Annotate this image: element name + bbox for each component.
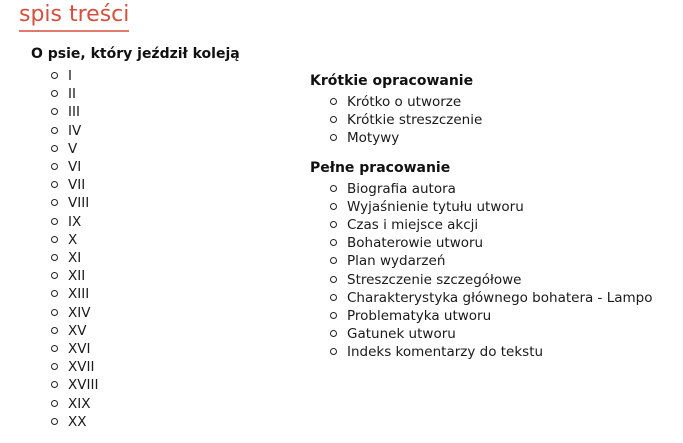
chapter-item[interactable]: [51, 67, 240, 85]
chapter-item[interactable]: [51, 395, 240, 413]
bullet-icon: [51, 90, 58, 97]
bullet-icon: [330, 185, 337, 192]
chapter-item[interactable]: [51, 304, 240, 322]
short-study-item[interactable]: [330, 111, 653, 129]
full-study-link[interactable]: Biografia autora: [347, 180, 456, 197]
chapter-link[interactable]: I: [68, 68, 72, 84]
full-study-item[interactable]: [330, 343, 653, 361]
bullet-icon: [330, 239, 337, 246]
full-study-link[interactable]: Czas i miejsce akcji: [347, 217, 479, 234]
full-study-link[interactable]: Wyjaśnienie tytułu utworu: [347, 198, 524, 215]
chapter-link[interactable]: VI: [68, 159, 82, 176]
full-study-link[interactable]: Plan wydarzeń: [347, 253, 446, 270]
chapter-item[interactable]: [51, 103, 240, 121]
chapter-link[interactable]: IX: [68, 213, 82, 230]
bullet-icon: [330, 348, 337, 355]
full-study-item[interactable]: [330, 252, 653, 270]
bullet-icon: [330, 330, 337, 337]
chapter-link[interactable]: XIX: [68, 395, 91, 412]
chapters-column: [31, 45, 240, 431]
bullet-icon: [51, 163, 58, 170]
bullet-icon: [51, 108, 58, 115]
bullet-icon: [51, 381, 58, 388]
chapter-item[interactable]: [51, 231, 240, 249]
bullet-icon: [51, 327, 58, 334]
short-study-link[interactable]: Krótkie streszczenie: [347, 112, 483, 129]
chapter-link[interactable]: XII: [68, 268, 86, 285]
chapter-item[interactable]: [51, 85, 240, 103]
bullet-icon: [51, 272, 58, 279]
full-study-link[interactable]: Charakterystyka głównego bohatera - Lampo: [347, 289, 653, 306]
full-study-title: Pełne pracowanie: [310, 159, 451, 176]
full-study-link[interactable]: Indeks komentarzy do tekstu: [347, 344, 544, 361]
bullet-icon: [51, 199, 58, 206]
full-study-link[interactable]: Gatunek utworu: [347, 326, 456, 343]
bullet-icon: [330, 134, 337, 141]
chapter-item[interactable]: [51, 194, 240, 212]
short-study-title: Krótkie opracowanie: [310, 73, 474, 89]
chapter-list: [51, 67, 240, 431]
bullet-icon: [51, 309, 58, 316]
bullet-icon: [330, 294, 337, 301]
chapter-item[interactable]: [51, 358, 240, 376]
chapter-item[interactable]: [51, 340, 240, 358]
full-study-link[interactable]: Problematyka utworu: [347, 308, 492, 325]
bullet-icon: [51, 145, 58, 152]
full-study-item[interactable]: [330, 216, 653, 234]
chapter-item[interactable]: [51, 322, 240, 340]
bullet-icon: [330, 116, 337, 123]
bullet-icon: [330, 203, 337, 210]
chapter-link[interactable]: X: [68, 231, 78, 248]
chapter-item[interactable]: [51, 413, 240, 431]
short-study-link[interactable]: Motywy: [347, 130, 400, 147]
bullet-icon: [51, 290, 58, 297]
chapter-link[interactable]: XIV: [68, 304, 91, 321]
bullet-icon: [51, 181, 58, 188]
short-study-list: [330, 93, 653, 148]
bullet-icon: [51, 345, 58, 352]
toc-heading: spis treści: [19, 2, 129, 32]
full-study-item[interactable]: [330, 198, 653, 216]
chapter-item[interactable]: [51, 213, 240, 231]
full-study-section: [310, 159, 653, 362]
chapter-link[interactable]: XVIII: [68, 377, 99, 394]
chapter-item[interactable]: [51, 176, 240, 194]
short-study-item[interactable]: [330, 93, 653, 111]
bullet-icon: [330, 312, 337, 319]
bullet-icon: [51, 72, 58, 79]
bullet-icon: [330, 98, 337, 105]
bullet-icon: [51, 400, 58, 407]
chapter-link[interactable]: V: [68, 140, 78, 157]
bullet-icon: [51, 218, 58, 225]
chapter-item[interactable]: [51, 267, 240, 285]
bullet-icon: [330, 257, 337, 264]
bullet-icon: [51, 127, 58, 134]
full-study-item[interactable]: [330, 271, 653, 289]
chapter-item[interactable]: [51, 285, 240, 303]
chapter-link[interactable]: XIII: [68, 286, 90, 303]
chapter-link[interactable]: XV: [68, 322, 87, 339]
chapter-link[interactable]: VIII: [68, 195, 90, 212]
short-study-link[interactable]: Krótko o utworze: [347, 94, 462, 110]
bullet-icon: [330, 276, 337, 283]
chapter-link[interactable]: XX: [68, 413, 87, 430]
chapter-link[interactable]: XVI: [68, 341, 91, 358]
book-title: O psie, który jeździł koleją: [31, 46, 240, 62]
full-study-item[interactable]: [330, 307, 653, 325]
chapter-link[interactable]: XVII: [68, 359, 95, 376]
bullet-icon: [51, 418, 58, 425]
full-study-item[interactable]: [330, 180, 653, 198]
chapter-item[interactable]: [51, 122, 240, 140]
chapter-item[interactable]: [51, 140, 240, 158]
full-study-item[interactable]: [330, 289, 653, 307]
full-study-link[interactable]: Streszczenie szczegółowe: [347, 271, 522, 288]
chapter-item[interactable]: [51, 158, 240, 176]
chapter-link[interactable]: XI: [68, 250, 82, 267]
chapter-item[interactable]: [51, 376, 240, 394]
full-study-link[interactable]: Bohaterowie utworu: [347, 235, 484, 252]
chapter-link[interactable]: VII: [68, 177, 86, 194]
bullet-icon: [51, 363, 58, 370]
bullet-icon: [330, 221, 337, 228]
bullet-icon: [51, 254, 58, 261]
full-study-item[interactable]: [330, 234, 653, 252]
study-materials-column: [310, 72, 653, 373]
full-study-list: [330, 180, 653, 362]
short-study-item[interactable]: [330, 129, 653, 147]
full-study-item[interactable]: [330, 325, 653, 343]
chapter-item[interactable]: [51, 249, 240, 267]
chapter-link[interactable]: IV: [68, 122, 82, 139]
chapter-link[interactable]: II: [68, 86, 76, 103]
bullet-icon: [51, 236, 58, 243]
chapter-link[interactable]: III: [68, 104, 80, 121]
short-study-section: [310, 72, 653, 148]
